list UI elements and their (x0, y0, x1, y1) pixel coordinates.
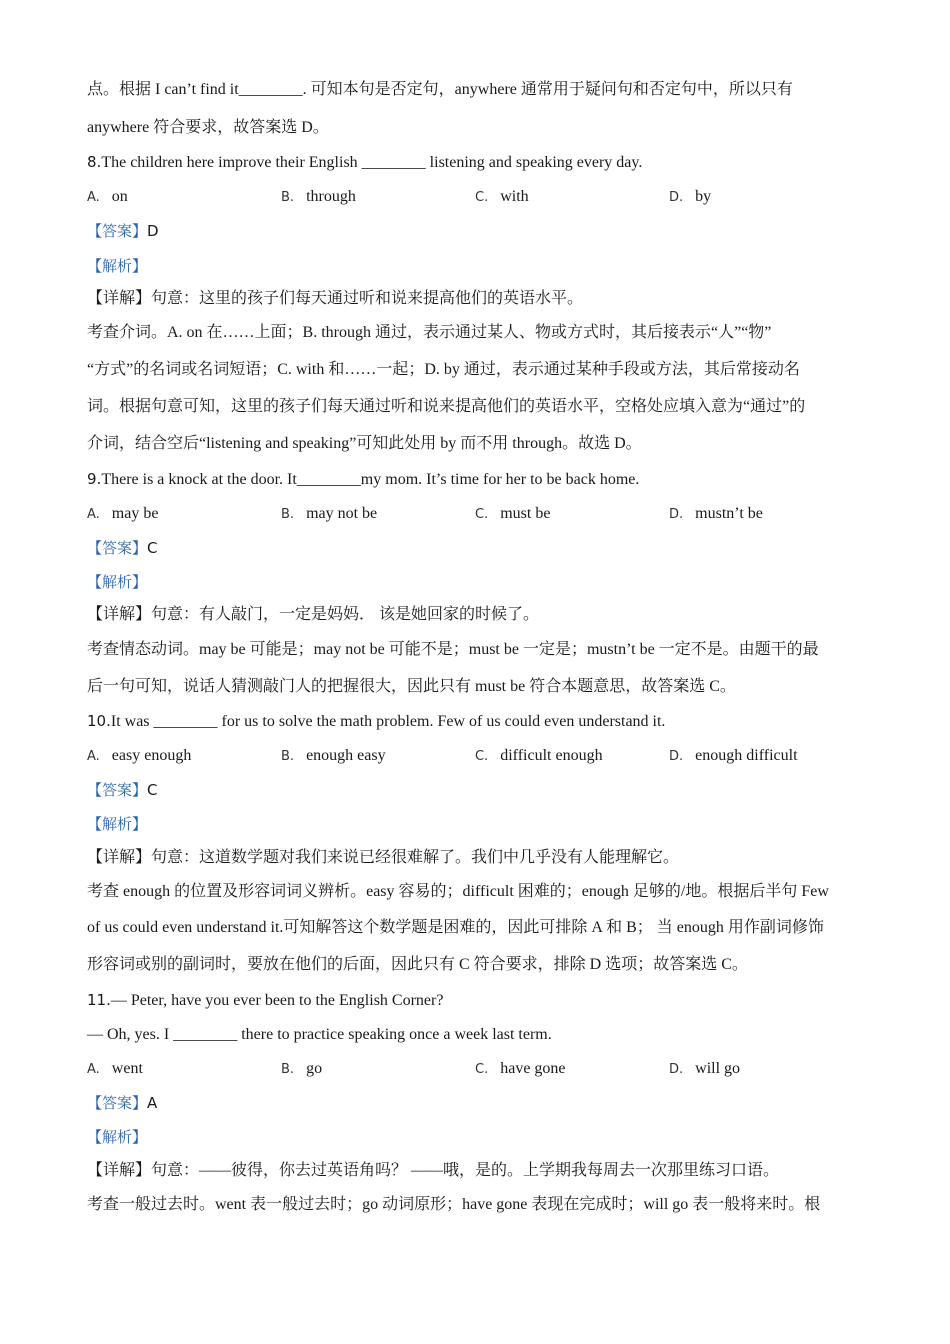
detail-label: 【详解】 (87, 606, 152, 623)
explanation-line: 词。根据句意可知，这里的孩子们每天通过听和说来提高他们的英语水平，空格处应填入意为“通过”的 (87, 398, 806, 415)
option-b: B. enough easy (281, 747, 386, 764)
detail-label: 【详解】 (87, 1162, 152, 1179)
option-b: B. go (281, 1060, 323, 1077)
option-a: A. went (87, 1060, 143, 1077)
question-text: It was ________ for us to solve the math problem. Few of us could even understand it. (110, 713, 666, 730)
option-b: B. through (281, 188, 356, 205)
answer-value: A (147, 1094, 158, 1112)
answer-label: 【答案】 (87, 222, 148, 240)
question-stem (87, 990, 443, 1011)
answer-line (87, 221, 159, 242)
detail-text: 句意：这里的孩子们每天通过听和说来提高他们的英语水平。 (151, 290, 584, 307)
intro-line: 点。根据 I can’t find it________. 可知本句是否定句，anywhere 通常用于疑问句和否定句中，所以只有 (87, 81, 793, 98)
option-c: C. must be (475, 505, 551, 522)
explanation-line: 后一句可知，说话人猜测敲门人的把握很大，因此只有 must be 符合本题意思，故答案选 C。 (87, 678, 736, 695)
detail-line (87, 605, 539, 625)
answer-line (87, 538, 158, 559)
option-row (87, 187, 867, 207)
explanation-line: 考查 enough 的位置及形容词词义辨析。easy 容易的；difficult 困难的；enough 足够的/地。根据后半句 Few (87, 883, 829, 900)
option-a: A. may be (87, 505, 159, 522)
answer-label: 【答案】 (87, 781, 148, 799)
detail-line (87, 1161, 779, 1181)
answer-label: 【答案】 (87, 1094, 148, 1112)
question-stem (87, 152, 642, 173)
answer-value: C (147, 539, 158, 557)
detail-text: 句意：有人敲门，一定是妈妈． 该是她回家的时候了。 (151, 606, 540, 623)
option-c: C. with (475, 188, 529, 205)
option-b: B. may not be (281, 505, 378, 522)
detail-text: 句意：这道数学题对我们来说已经很难解了。我们中几乎没有人能理解它。 (151, 849, 680, 866)
answer-line (87, 1093, 157, 1114)
detail-text: 句意：——彼得，你去过英语角吗？ ——哦，是的。上学期我每周去一次那里练习口语。 (151, 1162, 780, 1179)
analysis-label: 【解析】 (87, 257, 148, 275)
option-a: A. on (87, 188, 128, 205)
option-c: C. difficult enough (475, 747, 603, 764)
question-stem (87, 711, 665, 732)
explanation-line: of us could even understand it.可知解答这个数学题是困难的，因此可排除 A 和 B； 当 enough 用作副词修饰 (87, 919, 824, 936)
explanation-line: “方式”的名词或名词短语；C. with 和……一起；D. by 通过，表示通过某种手段或方法，其后常接动名 (87, 361, 800, 378)
detail-line (87, 289, 583, 309)
option-d: D. mustn’t be (669, 505, 763, 522)
explanation-line: 考查情态动词。may be 可能是；may not be 可能不是；must be 一定是；mustn’t be 一定不是。由题干的最 (87, 641, 819, 658)
question-text-line: — Oh, yes. I ________ there to practice speaking once a week last term. (87, 1026, 552, 1043)
explanation-line: 考查介词。A. on 在……上面；B. through 通过，表示通过某人、物或方式时，其后接表示“人”“物” (87, 324, 772, 341)
detail-line (87, 848, 679, 868)
answer-line (87, 780, 158, 801)
question-text: The children here improve their English ________ listening and speaking every day. (101, 154, 643, 171)
question-text: There is a knock at the door. It________my mom. It’s time for her to be back home. (101, 471, 640, 488)
option-d: D. enough difficult (669, 747, 798, 764)
question-number: 9. (87, 470, 102, 488)
option-row (87, 1059, 867, 1079)
option-d: D. by (669, 188, 712, 205)
option-row (87, 746, 867, 766)
option-d: D. will go (669, 1060, 741, 1077)
question-stem (87, 469, 639, 490)
question-number: 11. (87, 991, 111, 1009)
answer-value: D (147, 222, 159, 240)
question-number: 10. (87, 712, 111, 730)
option-c: C. have gone (475, 1060, 566, 1077)
question-number: 8. (87, 153, 102, 171)
detail-label: 【详解】 (87, 290, 152, 307)
explanation-line: 介词，结合空后“listening and speaking”可知此处用 by 而不用 through。故选 D。 (87, 435, 642, 452)
intro-line: anywhere 符合要求，故答案选 D。 (87, 119, 329, 136)
option-row (87, 504, 867, 524)
explanation-line: 形容词或别的副词时，要放在他们的后面，因此只有 C 符合要求，排除 D 选项；故答案选 C。 (87, 956, 748, 973)
analysis-label: 【解析】 (87, 815, 148, 833)
analysis-label: 【解析】 (87, 573, 148, 591)
option-a: A. easy enough (87, 747, 192, 764)
answer-value: C (147, 781, 158, 799)
question-text: — Peter, have you ever been to the English Corner? (110, 992, 444, 1009)
answer-label: 【答案】 (87, 539, 148, 557)
analysis-label: 【解析】 (87, 1128, 148, 1146)
explanation-line: 考查一般过去时。went 表一般过去时；go 动词原形；have gone 表现在完成时；will go 表一般将来时。根 (87, 1196, 821, 1213)
detail-label: 【详解】 (87, 849, 152, 866)
